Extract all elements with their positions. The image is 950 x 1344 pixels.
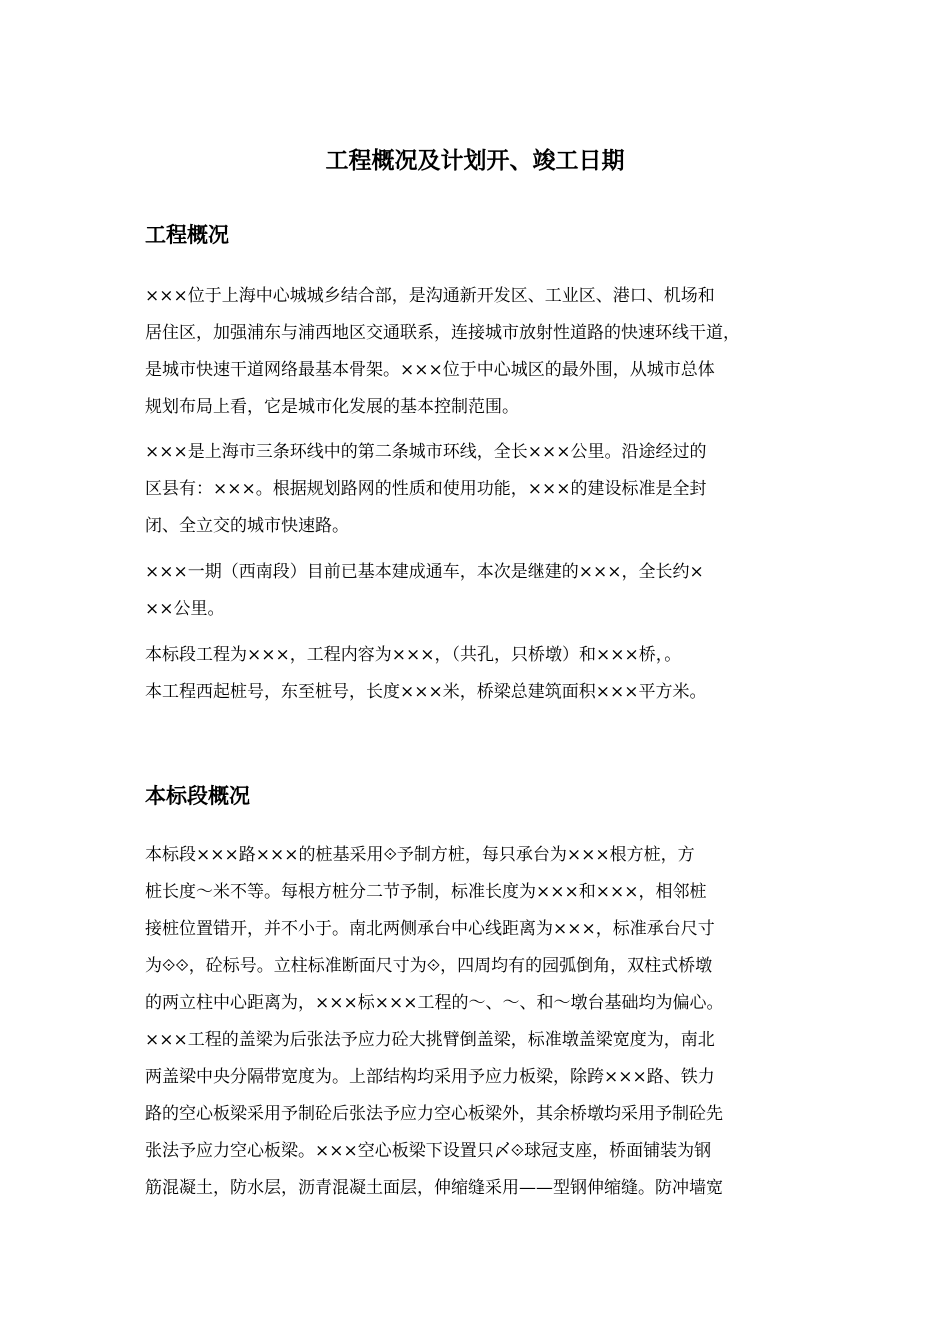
text-line: 区县有：×××。根据规划路网的性质和使用功能，×××的建设标准是全封 [145,479,707,499]
text-line: 张法予应力空心板梁。×××空心板梁下设置只〆⟐球冠支座，桥面铺装为钢 [145,1141,712,1161]
text-line: 路的空心板梁采用予制砼后张法予应力空心板梁外，其余桥墩均采用予制砼先 [145,1104,723,1124]
text-line: 筋混凝土，防水层，沥青混凝土面层，伸缩缝采用——型钢伸缩缝。防冲墙宽 [145,1178,723,1198]
section-heading-overview: 工程概况 [145,223,229,247]
text-line: 接桩位置错开，并不小于。南北两侧承台中心线距离为×××，标准承台尺寸 [145,919,715,939]
text-line: ×××是上海市三条环线中的第二条城市环线，全长×××公里。沿途经过的 [145,442,707,462]
text-line: 本标段工程为×××，工程内容为×××，（共孔，只桥墩）和×××桥，。 [145,645,682,665]
section-heading-segment: 本标段概况 [145,784,250,808]
paragraph-location [145,278,835,426]
text-line: 规划布局上看，它是城市化发展的基本控制范围。 [145,397,519,417]
paragraph-ring-road [145,434,835,545]
text-line: 的两立柱中心距离为，×××标×××工程的～、～、和～墩台基础均为偏心。 [145,993,724,1013]
text-line: 居住区，加强浦东与浦西地区交通联系，连接城市放射性道路的快速环线干道， [145,323,740,343]
text-line: 两盖梁中央分隔带宽度为。上部结构均采用予应力板梁，除跨×××路、铁力 [145,1067,715,1087]
text-line: ××公里。 [145,599,225,619]
text-line: ×××一期（西南段）目前已基本建成通车，本次是继建的×××，全长约× [145,562,704,582]
document-title: 工程概况及计划开、竣工日期 [325,148,625,174]
text-line: ×××工程的盖梁为后张法予应力砼大挑臂倒盖梁，标准墩盖梁宽度为，南北 [145,1030,715,1050]
text-line: 闭、全立交的城市快速路。 [145,516,349,536]
paragraph-scope [145,637,835,711]
text-line: ×××位于上海中心城城乡结合部，是沟通新开发区、工业区、港口、机场和 [145,286,715,306]
text-line: 桩长度～米不等。每根方桩分二节予制，标准长度为×××和×××，相邻桩 [145,882,707,902]
paragraph-phase-one [145,554,835,628]
text-line: 是城市快速干道网络最基本骨架。×××位于中心城区的最外围，从城市总体 [145,360,715,380]
text-line: 本工程西起桩号，东至桩号，长度×××米，桥梁总建筑面积×××平方米。 [145,682,707,702]
paragraph-segment-detail [145,837,835,1207]
text-line: 为⟐⟐，砼标号。立柱标准断面尺寸为⟐，四周均有的园弧倒角，双柱式桥墩 [145,956,713,976]
text-line: 本标段×××路×××的桩基采用⟐予制方桩，每只承台为×××根方桩，方 [145,845,695,865]
